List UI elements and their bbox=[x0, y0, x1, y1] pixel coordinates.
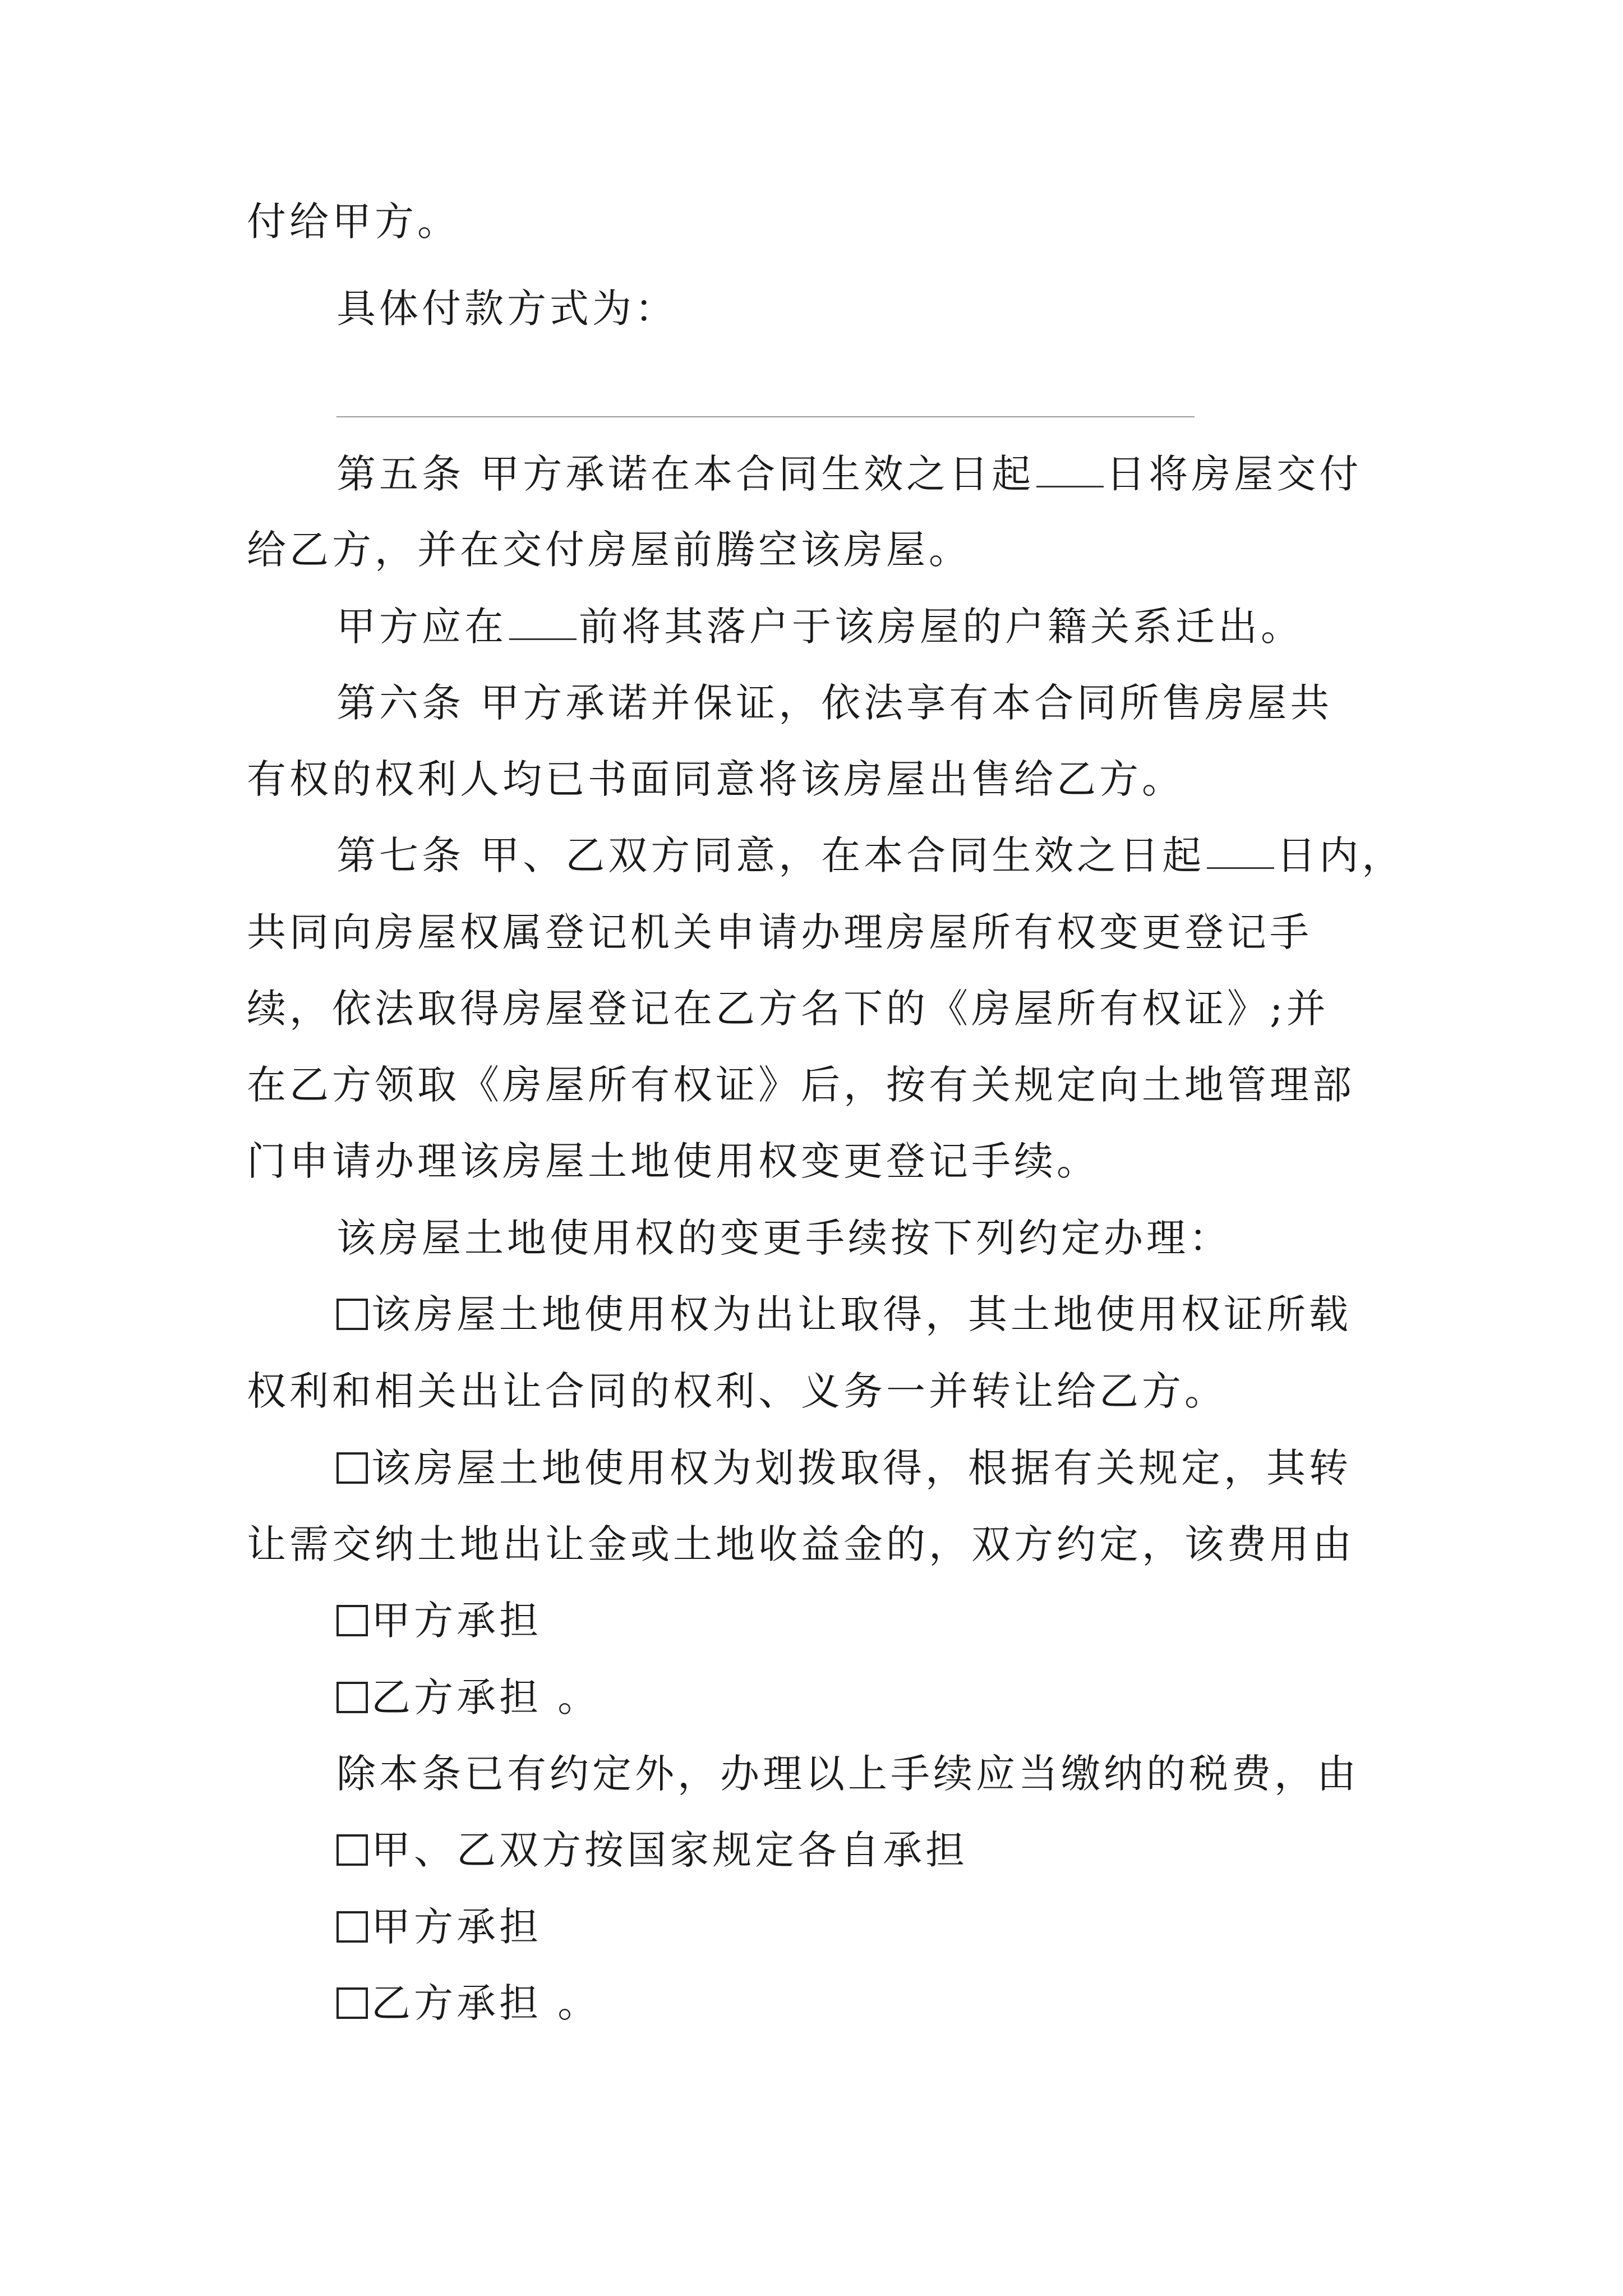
article-5-text-a: 第五条 甲方承诺在本合同生效之日起 bbox=[336, 451, 1035, 497]
tax-both-parties-checkbox[interactable] bbox=[336, 1834, 368, 1866]
article-6-line-2: 有权的权利人均已书面同意将该房屋出售给乙方。 bbox=[247, 756, 1184, 802]
option-transfer-checkbox[interactable] bbox=[336, 1299, 368, 1330]
tax-party-b-checkbox[interactable] bbox=[336, 1987, 368, 2019]
household-line bbox=[336, 601, 1391, 652]
household-text-a: 甲方应在 bbox=[336, 604, 507, 650]
option-transfer-line-1 bbox=[336, 1289, 1391, 1340]
article-7-line-1 bbox=[336, 830, 1405, 881]
fee-party-b-text: 乙方承担 。 bbox=[371, 1674, 601, 1720]
option-allocation-checkbox[interactable] bbox=[336, 1452, 368, 1484]
article-7-line-2: 共同向房屋权属登记机关申请办理房屋所有权变更登记手 bbox=[247, 909, 1312, 955]
fee-party-a-checkbox[interactable] bbox=[336, 1605, 368, 1636]
land-use-intro-line: 该房屋土地使用权的变更手续按下列约定办理： bbox=[336, 1215, 1232, 1261]
payment-method-rule bbox=[336, 416, 1195, 417]
fee-party-a-line bbox=[336, 1595, 617, 1646]
article-7-line-3: 续，依法取得房屋登记在乙方名下的《房屋所有权证》;并 bbox=[247, 986, 1329, 1032]
tax-party-a-line bbox=[336, 1902, 617, 1952]
article-7-text-b: 日内， bbox=[1276, 832, 1405, 878]
article-7-line-4: 在乙方领取《房屋所有权证》后，按有关规定向土地管理部 bbox=[247, 1062, 1355, 1108]
tax-both-parties-line bbox=[336, 1825, 1066, 1875]
option-allocation-text: 该房屋土地使用权为划拨取得，根据有关规定，其转 bbox=[371, 1445, 1352, 1491]
option-allocation-line-2: 让需交纳土地出让金或土地收益金的，双方约定，该费用由 bbox=[247, 1521, 1355, 1567]
article-5-line-1 bbox=[336, 449, 1391, 499]
tax-party-a-text: 甲方承担 bbox=[371, 1904, 542, 1950]
article-5-days-blank bbox=[1036, 453, 1104, 487]
article-7-line-5: 门申请办理该房屋土地使用权变更登记手续。 bbox=[247, 1138, 1099, 1184]
article-7-text-a: 第七条 甲、乙双方同意，在本合同生效之日起 bbox=[336, 832, 1205, 878]
tax-intro-line: 除本条已有约定外，办理以上手续应当缴纳的税费，由 bbox=[336, 1751, 1359, 1797]
option-transfer-text: 该房屋土地使用权为出让取得，其土地使用权证所载 bbox=[371, 1291, 1352, 1337]
tax-both-parties-text: 甲、乙双方按国家规定各自承担 bbox=[371, 1827, 968, 1873]
article-5-line-2: 给乙方，并在交付房屋前腾空该房屋。 bbox=[247, 527, 971, 573]
payment-method-line: 具体付款方式为： bbox=[336, 286, 677, 332]
article-5-text-b: 日将房屋交付 bbox=[1106, 451, 1362, 497]
household-text-b: 前将其落户于该房屋的户籍关系迁出。 bbox=[579, 604, 1303, 650]
fee-party-b-line bbox=[336, 1672, 651, 1723]
article-6-line-1: 第六条 甲方承诺并保证，依法享有本合同所售房屋共 bbox=[336, 680, 1333, 726]
fee-party-b-checkbox[interactable] bbox=[336, 1682, 368, 1713]
option-allocation-line-1 bbox=[336, 1443, 1391, 1493]
fee-party-a-text: 甲方承担 bbox=[371, 1598, 542, 1644]
tax-party-b-line bbox=[336, 1978, 651, 2028]
option-transfer-line-2: 权利和相关出让合同的权利、义务一并转让给乙方。 bbox=[247, 1368, 1227, 1414]
article-7-days-blank bbox=[1207, 835, 1274, 869]
tax-party-b-text: 乙方承担 。 bbox=[371, 1980, 601, 2026]
paragraph-line-1: 付给甲方。 bbox=[247, 199, 460, 245]
household-date-blank bbox=[509, 606, 577, 640]
tax-party-a-checkbox[interactable] bbox=[336, 1911, 368, 1943]
